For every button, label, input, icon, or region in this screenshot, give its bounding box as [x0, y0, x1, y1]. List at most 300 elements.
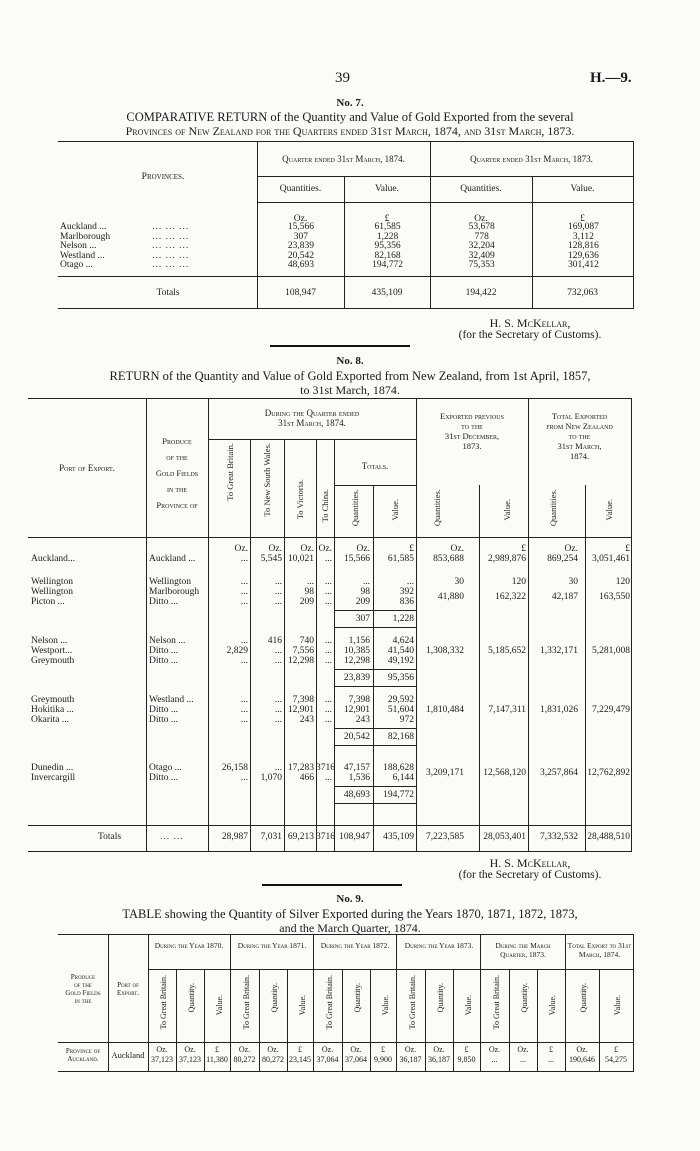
table7-number: No. 7.	[336, 97, 364, 109]
total-val: 435,109	[383, 832, 414, 842]
cell-prev-qty: 1,810,484	[426, 705, 464, 715]
total-prev-val: 28,053,401	[483, 832, 526, 842]
cell-vic: 466	[299, 773, 314, 783]
unit: Oz.	[576, 1045, 588, 1054]
table7-head-q1874: Quarter ended 31st March, 1874.	[282, 154, 405, 164]
head-quantity: Quantity.	[186, 983, 196, 1013]
unit-oz: Oz.	[564, 544, 578, 554]
period-1873: During the Year 1873.	[404, 941, 474, 950]
page-reference: H.—9.	[590, 70, 632, 86]
table8-head-totals: Totals.	[361, 461, 389, 471]
cell-gb: ...	[240, 597, 248, 607]
table7-head-value-73: Value.	[570, 184, 595, 194]
cell-china: ...	[324, 705, 332, 715]
cell-total-qty: 1,831,026	[540, 705, 578, 715]
table8-head-prev	[416, 411, 528, 451]
cell-val: 29,592	[387, 695, 414, 705]
table8-number: No. 8.	[336, 355, 364, 367]
cell-china: ...	[324, 773, 332, 783]
cell-val: 972	[399, 715, 414, 725]
unit: £	[549, 1045, 553, 1054]
table8-head-during	[208, 408, 416, 428]
table-row	[28, 695, 632, 705]
table7-title-line1: COMPARATIVE RETURN of the Quantity and Value of Gold Exported from the several	[126, 110, 574, 124]
cell-value: 80,272	[262, 1055, 284, 1064]
cell-port: Westport...	[31, 646, 73, 656]
cell-nsw: ...	[274, 597, 282, 607]
head-quantity: Quantity.	[578, 983, 588, 1013]
table-row	[28, 597, 632, 607]
cell-value: ...	[548, 1055, 554, 1064]
cell-value: 37,123	[151, 1055, 173, 1064]
cell-vic: 740	[299, 636, 314, 646]
table7	[58, 141, 634, 309]
cell-nsw: ...	[274, 763, 282, 773]
table7-total-q74: 108,947	[285, 288, 316, 298]
head-quantity: Quantity.	[269, 983, 279, 1013]
subtotal-qty: 20,542	[343, 732, 370, 742]
cell-gb: ...	[240, 554, 248, 564]
unit-pound: £	[409, 544, 414, 554]
table-row	[28, 656, 632, 666]
table8-head-port: Port of Export.	[59, 463, 115, 473]
total-qty: 108,947	[339, 832, 370, 842]
table8-head-total-exported	[528, 411, 631, 461]
table7-total-v73: 732,063	[567, 288, 598, 298]
table8-head-prev-quantities: Quantities.	[432, 489, 442, 527]
table9-number: No. 9.	[336, 893, 364, 905]
unit: Oz.	[404, 1045, 417, 1054]
subtotal-rule	[334, 786, 416, 787]
head-line: 1873.	[462, 441, 482, 451]
table-row: Marlborough ... ... ... 307 1,228 778 3,112	[60, 231, 594, 242]
unit-pound: £	[521, 544, 526, 554]
subtotal-rule	[334, 669, 416, 670]
cell-nsw: 1,070	[260, 773, 282, 783]
cell-gb: ...	[240, 695, 248, 705]
cell-province: Marlborough	[149, 587, 200, 597]
subtotal-rule	[334, 610, 416, 611]
cell-vic: 98	[304, 587, 314, 597]
cell-china: 3716	[316, 763, 335, 773]
cell-val: 392	[399, 587, 414, 597]
head-value: Value.	[214, 995, 224, 1016]
cell-total-val: 5,281,008	[592, 646, 630, 656]
table7-total-v74: 435,109	[371, 288, 403, 298]
head-line: of the	[166, 452, 188, 462]
cell-port: Wellington	[31, 577, 73, 587]
table8-totals-row	[28, 832, 632, 842]
cell-qty: 12,901	[343, 705, 370, 715]
cell-prev-val: 120	[511, 577, 526, 587]
cell-port: Invercargill	[31, 773, 76, 783]
head-line: Produce	[70, 973, 96, 981]
head-line: in the	[74, 997, 92, 1005]
cell-value: 37,064	[345, 1055, 367, 1064]
cell-port: Dunedin ...	[31, 763, 74, 773]
cell-china: ...	[324, 587, 332, 597]
table-row	[28, 705, 632, 715]
cell-province: Ditto ...	[149, 715, 179, 725]
head-line: Province of	[156, 500, 198, 510]
table8-title-line2: to 31st March, 1874.	[300, 383, 400, 397]
cell-qty: 12,298	[343, 656, 370, 666]
table7-head-provinces: Provinces.	[141, 172, 185, 182]
cell-nsw: ...	[274, 646, 282, 656]
table9-head-produce	[58, 973, 108, 1005]
cell-value: 80,272	[233, 1055, 256, 1064]
cell-vic: 12,901	[287, 705, 314, 715]
cell-gb: 26,158	[221, 763, 248, 773]
cell-china: ...	[324, 636, 332, 646]
subtotal-rule	[334, 686, 416, 687]
table9-head-port	[108, 981, 148, 997]
cell-nsw: ...	[274, 695, 282, 705]
total-export-qty: 7,332,532	[540, 832, 578, 842]
cell-china: ...	[324, 646, 332, 656]
table8-head-quantities: Quantities.	[350, 489, 360, 527]
table9	[58, 934, 634, 1072]
table9-port: Auckland	[111, 1050, 145, 1060]
table7-head-q1873: Quarter ended 31st March, 1873.	[470, 154, 593, 164]
head-line: in the	[166, 484, 188, 494]
cell-vic: 10,021	[287, 554, 314, 564]
subtotal-rule	[334, 803, 416, 804]
divider	[270, 345, 410, 347]
head-line: Gold Fields	[65, 989, 101, 997]
table-row	[28, 646, 632, 656]
head-line: to the	[568, 431, 591, 441]
head-line: Produce	[162, 436, 192, 446]
table8-signature: H. S. McKellar,	[489, 856, 571, 870]
unit-oz: Oz.	[450, 544, 464, 554]
cell-gb: ...	[240, 705, 248, 715]
subtotal-rule	[334, 627, 416, 628]
table-row: Nelson ... ... ... ... 23,839 95,356 32,204 128,816	[60, 241, 599, 251]
total-china: 3716	[316, 832, 335, 842]
total-vic: 69,213	[287, 832, 314, 842]
unit: Oz.	[433, 1045, 445, 1054]
total-nsw: 7,031	[260, 832, 282, 842]
cell-qty: 47,157	[343, 763, 370, 773]
period-1870: During the Year 1870.	[154, 941, 224, 950]
head-to-gb: To Great Britain.	[407, 975, 417, 1030]
cell-prev-val: 2,989,876	[488, 554, 526, 564]
cell-qty: 243	[355, 715, 370, 725]
unit-pound: £	[580, 214, 585, 224]
cell-total-qty: 30	[568, 577, 578, 587]
unit-oz: Oz.	[300, 544, 314, 554]
cell-province: Otago ...	[149, 763, 182, 773]
cell-qty: 10,385	[343, 646, 370, 656]
head-quantity: Quantity.	[519, 983, 529, 1013]
cell-total-qty: 42,187	[551, 592, 578, 602]
cell-prev-val: 12,568,120	[483, 768, 526, 778]
head-line: 1874.	[569, 451, 590, 461]
table9-title-line1: TABLE showing the Quantity of Silver Exported during the Years 1870, 1871, 1872, 1873,	[122, 907, 578, 921]
total-export-val: 28,488,510	[587, 832, 630, 842]
table8-head-to-nsw: To New South Wales.	[262, 443, 272, 517]
cell-vic: 17,283	[287, 763, 314, 773]
cell-gb: ...	[240, 656, 248, 666]
cell-value: 36,187	[399, 1055, 422, 1064]
cell-vic: 243	[299, 715, 314, 725]
subtotal-rule	[334, 728, 416, 729]
cell-prev-val: 5,185,652	[488, 646, 526, 656]
table-row: Westland ... ... ... ... 20,542 82,168 32,409 129,636	[60, 250, 599, 261]
unit: £	[215, 1045, 219, 1054]
cell-value: ...	[520, 1055, 526, 1064]
cell-qty: 1,536	[348, 773, 370, 783]
unit-oz: Oz.	[293, 214, 308, 224]
table8-head-to-gb: To Great Britain.	[225, 443, 235, 501]
cell-china: ...	[324, 577, 332, 587]
table8-head-to-china: To China.	[320, 489, 330, 523]
table9-province: Province of Auckland.	[65, 1047, 101, 1063]
unit-oz: Oz.	[318, 544, 332, 554]
table7-head-quantities-74: Quantities.	[279, 184, 322, 194]
subtotal-val: 1,228	[392, 614, 414, 624]
cell-qty: 1,156	[348, 636, 370, 646]
table-row: Auckland ... ... ... ... 15,566 61,585 53,678 169,087	[60, 222, 599, 232]
totals-label: Totals	[98, 832, 122, 842]
cell-port: Hokitika ...	[31, 705, 74, 715]
head-value: Value.	[547, 995, 557, 1016]
unit: Oz.	[350, 1045, 362, 1054]
cell-qty: 15,566	[343, 554, 370, 564]
cell-total-val: 7,229,479	[592, 705, 630, 715]
cell-china: ...	[324, 695, 332, 705]
cell-gb: ...	[240, 587, 248, 597]
cell-port: Nelson ...	[31, 636, 68, 646]
table8-head-total-quantities: Quantities.	[548, 489, 558, 527]
cell-prev-qty: 3,209,171	[426, 768, 464, 778]
cell-total-qty: 3,257,864	[540, 768, 578, 778]
head-line: to the	[461, 421, 483, 431]
cell-china: ...	[324, 597, 332, 607]
cell-gb: ...	[240, 773, 248, 783]
unit-oz: Oz.	[474, 214, 488, 224]
unit: Oz.	[267, 1045, 279, 1054]
cell-qty: ...	[362, 577, 370, 587]
head-to-gb: To Great Britain.	[491, 975, 501, 1030]
table7-signature: H. S. McKellar,	[489, 316, 571, 330]
cell-province: Ditto ...	[149, 597, 179, 607]
table7-head-value-74: Value.	[374, 184, 399, 194]
table7-totals-label: Totals	[156, 288, 180, 298]
unit: Oz.	[517, 1045, 529, 1054]
table-row	[28, 554, 632, 564]
cell-value: 190,646	[569, 1055, 595, 1064]
head-value: Value.	[297, 995, 307, 1016]
cell-gb: ...	[240, 636, 248, 646]
cell-qty: 98	[360, 587, 370, 597]
table9-title-line2: and the March Quarter, 1874.	[279, 921, 421, 935]
cell-total-qty: 869,254	[547, 554, 578, 564]
cell-value: 23,145	[289, 1055, 311, 1064]
subtotal-qty: 23,839	[343, 673, 370, 683]
cell-vic: ...	[306, 577, 314, 587]
cell-port: Auckland...	[31, 554, 76, 564]
cell-china: ...	[324, 715, 332, 725]
cell-value: 9,850	[457, 1055, 476, 1064]
cell-nsw: ...	[274, 577, 282, 587]
cell-prev-qty: 41,880	[437, 592, 464, 602]
table8-head-value: Value.	[390, 499, 400, 521]
cell-value: 54,275	[605, 1055, 627, 1064]
subtotal-val: 95,356	[387, 673, 414, 683]
cell-port: Greymouth	[31, 656, 75, 666]
cell-province: Auckland ...	[149, 554, 196, 564]
subtotal-qty: 48,693	[343, 790, 370, 800]
unit: Oz.	[238, 1045, 251, 1054]
cell-val: 188,628	[383, 763, 414, 773]
cell-val: 4,624	[392, 636, 414, 646]
head-line: Export.	[116, 989, 140, 997]
head-to-gb: To Great Britain.	[324, 975, 334, 1030]
cell-total-val: 3,051,461	[592, 554, 630, 564]
cell-province: Wellington	[149, 577, 191, 587]
period-total-export: Total Export to 31st March, 1874.	[567, 941, 632, 959]
head-line: Port of	[117, 981, 139, 989]
period-1872: During the Year 1872.	[320, 941, 390, 950]
unit: Oz.	[488, 1045, 501, 1054]
cell-val: ...	[406, 577, 414, 587]
table8-head-to-vic: To Victoria.	[295, 479, 305, 520]
head-value: Value.	[463, 995, 473, 1016]
table7-title-line2: Provinces of New Zealand for the Quarters ended 31st March, 1874, and 31st March, 1873.	[125, 124, 575, 138]
cell-value: 36,187	[428, 1055, 450, 1064]
unit: £	[614, 1045, 618, 1054]
cell-val: 41,540	[387, 646, 414, 656]
cell-port: Greymouth	[31, 695, 75, 705]
subtotal-val: 194,772	[383, 790, 414, 800]
table-row	[28, 715, 632, 725]
cell-total-val: 163,550	[599, 592, 630, 602]
total-gb: 28,987	[221, 832, 248, 842]
period-march-quarter: During the March Quarter, 1873.	[495, 941, 551, 959]
cell-province: Westland ...	[149, 695, 194, 705]
cell-port: Wellington	[31, 587, 73, 597]
cell-prev-val: 7,147,311	[488, 705, 526, 715]
total-prev-qty: 7,223,585	[426, 832, 464, 842]
head-line: Total Exported	[551, 411, 608, 421]
table-row: Otago ... ... ... ... 48,693 194,772 75,353 301,412	[60, 260, 599, 270]
cell-value: 11,380	[206, 1055, 228, 1064]
cell-nsw: ...	[274, 656, 282, 666]
head-quantity: Quantity.	[435, 983, 445, 1013]
table8-head-prev-value: Value.	[502, 499, 512, 521]
subtotal-qty: 307	[355, 614, 370, 624]
cell-total-qty: 1,332,171	[540, 646, 578, 656]
head-value: Value.	[380, 995, 390, 1016]
period-1871: During the Year 1871.	[237, 941, 307, 950]
head-line: 31st March, 1874.	[278, 418, 346, 428]
head-value: Value.	[612, 995, 622, 1016]
cell-nsw: ...	[274, 705, 282, 715]
cell-port: Okarita ...	[31, 715, 69, 725]
unit: £	[464, 1045, 469, 1054]
unit-pound: £	[625, 544, 630, 554]
cell-vic: 209	[299, 597, 314, 607]
table8-signature-sub: (for the Secretary of Customs).	[458, 869, 602, 881]
table7-body	[58, 223, 634, 271]
cell-nsw: 416	[267, 636, 282, 646]
cell-province: Ditto ...	[149, 646, 179, 656]
unit-oz: Oz.	[356, 544, 370, 554]
table7-total-q73: 194,422	[465, 288, 497, 298]
cell-province: Ditto ...	[149, 773, 179, 783]
cell-nsw: ...	[274, 715, 282, 725]
cell-gb: 2,829	[226, 646, 248, 656]
cell-nsw: ...	[274, 587, 282, 597]
cell-qty: 7,398	[348, 695, 370, 705]
cell-province: Ditto ...	[149, 656, 179, 666]
page-number: 39	[335, 70, 350, 86]
table7-head-quantities-73: Quantities.	[460, 184, 502, 194]
head-to-gb: To Great Britain.	[158, 975, 168, 1030]
head-line: Exported previous	[440, 411, 504, 421]
table8-head-produce	[146, 433, 208, 513]
cell-value: 9,900	[374, 1055, 392, 1064]
table8-head-total-value: Value.	[604, 499, 614, 521]
subtotal-val: 82,168	[387, 732, 414, 742]
cell-val: 49,192	[387, 656, 414, 666]
cell-china: ...	[324, 656, 332, 666]
cell-province: Nelson ...	[149, 636, 186, 646]
head-line: 31st March,	[557, 441, 602, 451]
cell-total-val: 120	[615, 577, 630, 587]
cell-prev-val: 162,322	[495, 592, 526, 602]
unit: Oz.	[156, 1045, 168, 1054]
cell-val: 61,585	[387, 554, 414, 564]
table8	[28, 398, 632, 852]
head-line: Gold Fields	[155, 468, 199, 478]
unit: £	[381, 1045, 385, 1054]
cell-vic: 7,398	[292, 695, 314, 705]
cell-value: 37,064	[316, 1055, 339, 1064]
head-line: 31st December,	[444, 431, 500, 441]
cell-prev-qty: 30	[454, 577, 464, 587]
unit: £	[298, 1045, 302, 1054]
cell-val: 836	[399, 597, 414, 607]
head-to-gb: To Great Britain.	[241, 975, 251, 1030]
table-row	[28, 773, 632, 783]
cell-nsw: 5,545	[260, 554, 282, 564]
head-line: from New Zealand	[546, 421, 613, 431]
cell-val: 6,144	[392, 773, 414, 783]
cell-val: 51,604	[387, 705, 414, 715]
head-line: of the	[74, 981, 92, 989]
cell-china: ...	[324, 554, 332, 564]
unit-oz: Oz.	[268, 544, 282, 554]
table-row	[28, 577, 632, 587]
head-line: During the Quarter ended	[264, 408, 360, 418]
cell-vic: 7,556	[292, 646, 314, 656]
unit: Oz.	[184, 1045, 196, 1054]
cell-prev-qty: 853,688	[433, 554, 464, 564]
cell-value: ...	[491, 1055, 498, 1064]
cell-port: Picton ...	[31, 597, 65, 607]
unit-pound: £	[384, 214, 390, 224]
cell-gb: ...	[240, 577, 248, 587]
table8-title-line1: RETURN of the Quantity and Value of Gold Exported from New Zealand, from 1st April, 1857,	[109, 369, 591, 383]
cell-qty: 209	[355, 597, 370, 607]
unit: Oz.	[321, 1045, 334, 1054]
cell-province: Ditto ...	[149, 705, 179, 715]
subtotal-rule	[334, 745, 416, 746]
cell-total-val: 12,762,892	[587, 768, 630, 778]
